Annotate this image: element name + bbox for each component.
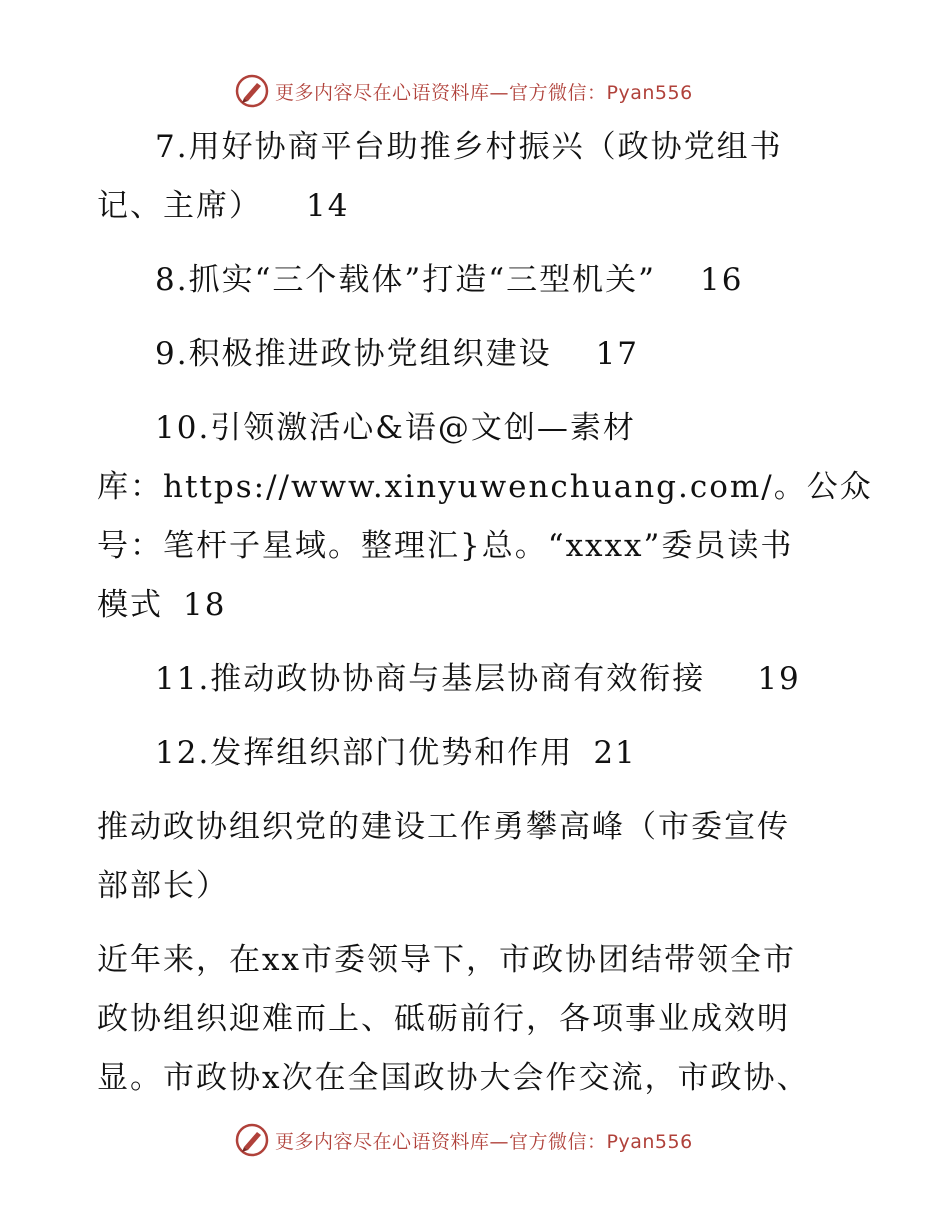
footer-banner — [235, 1123, 693, 1157]
banner-account: Pyan556 — [606, 81, 693, 104]
toc-page-number: 18 — [183, 587, 227, 623]
toc-page-number: 14 — [306, 188, 350, 224]
toc-item-10-line1: 10.引领激活心&语@文创—素材 — [155, 410, 636, 446]
toc-page-number: 21 — [593, 735, 637, 771]
article-paragraph-line3: 显。市政协x次在全国政协大会作交流，市政协、 — [97, 1060, 810, 1096]
toc-page-number: 17 — [595, 336, 640, 372]
article-paragraph-line2: 政协组织迎难而上、砥砺前行，各项事业成效明 — [97, 1001, 790, 1037]
toc-item-8: 8.抓实“三个载体”打造“三型机关” 16 — [155, 262, 744, 298]
article-title-line1: 推动政协组织党的建设工作勇攀高峰（市委宣传 — [97, 809, 790, 845]
banner-text: 更多内容尽在心语资料库—官方微信：Pyan556 — [275, 81, 693, 104]
toc-page-number: 19 — [757, 661, 801, 697]
article-paragraph-line1: 近年来，在xx市委领导下，市政协团结带领全市 — [97, 942, 796, 978]
toc-item-10-line4: 模式 18 — [97, 587, 227, 623]
toc-item-10-line3: 号：笔杆子星域。整理汇}总。“xxxx”委员读书 — [97, 528, 794, 564]
toc-item-12: 12.发挥组织部门优势和作用 21 — [155, 735, 637, 771]
pen-seal-logo-icon — [235, 74, 269, 108]
toc-item-7-line1: 7.用好协商平台助推乡村振兴（政协党组书 — [155, 129, 783, 165]
document-body — [97, 118, 873, 1108]
toc-item-10-line2: 库：https://www.xinyuwenchuang.com/。公众 — [97, 469, 873, 505]
article-title-line2: 部部长） — [97, 868, 229, 904]
header-banner — [235, 74, 693, 108]
banner-account: Pyan556 — [606, 1130, 693, 1153]
toc-item-7-line2: 记、主席） 14 — [97, 188, 350, 224]
toc-item-11: 11.推动政协协商与基层协商有效衔接 19 — [155, 661, 801, 697]
pen-seal-logo-icon — [235, 1123, 269, 1157]
banner-text: 更多内容尽在心语资料库—官方微信：Pyan556 — [275, 1130, 693, 1153]
toc-item-9: 9.积极推进政协党组织建设 17 — [155, 336, 640, 372]
toc-page-number: 16 — [699, 262, 744, 298]
